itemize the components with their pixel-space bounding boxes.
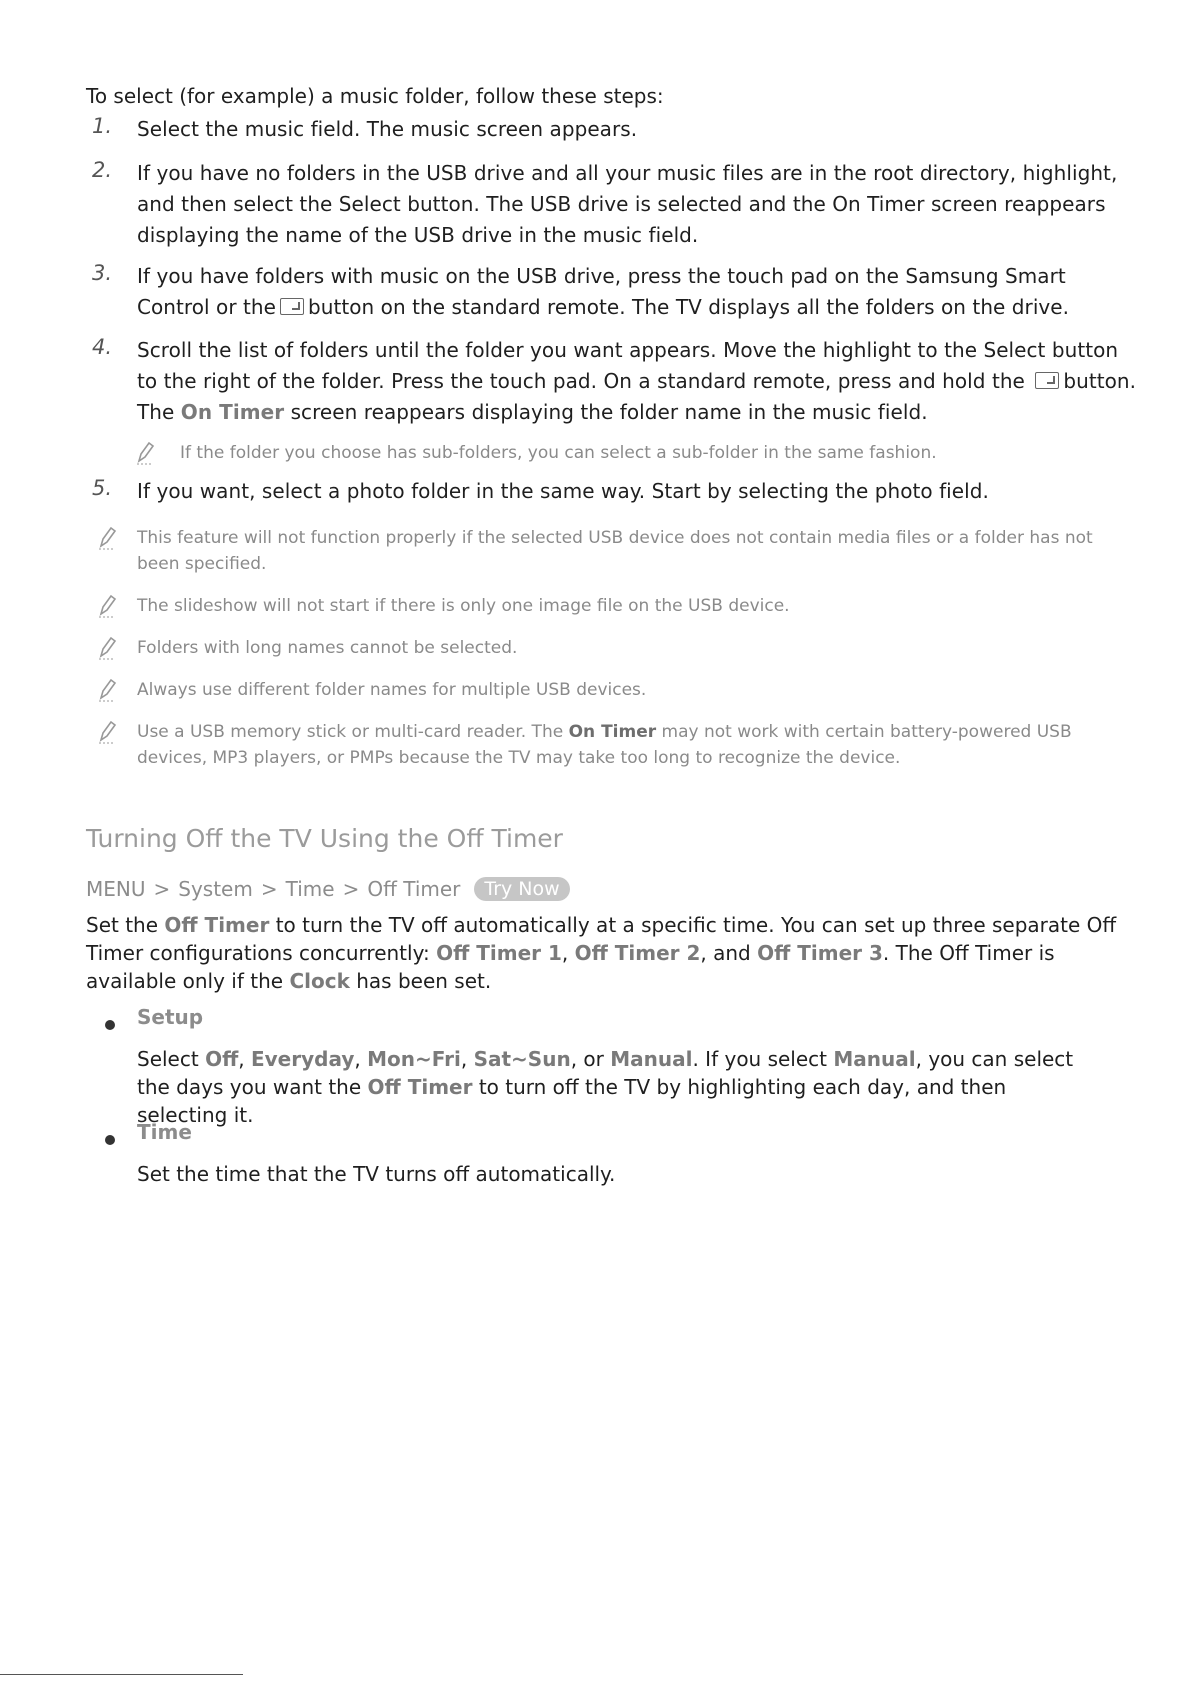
step-text-part: If you have folders with music on the USB drive, press the touch pad on the Samsung Smart Control or the xyxy=(137,264,1066,319)
setup-text: Select xyxy=(137,1047,199,1071)
breadcrumb-item-off-timer: Off Timer xyxy=(367,877,461,901)
para-text: to turn the TV off automatically at a specific time. You can set up three separate Off Timer configurations concurrently: xyxy=(86,913,1117,965)
note-item xyxy=(92,719,1132,771)
setup-text: . If you select xyxy=(692,1047,828,1071)
step-number: 5. xyxy=(92,476,113,500)
breadcrumb-separator: > xyxy=(260,877,278,901)
step-text: Select the music field. The music screen appears. xyxy=(137,117,638,141)
try-now-button[interactable]: Try Now xyxy=(474,877,569,901)
breadcrumb-item-time: Time xyxy=(285,877,335,901)
enter-button-icon xyxy=(1035,372,1059,389)
on-timer-highlight: On Timer xyxy=(568,722,657,742)
step-text-part: Scroll the list of folders until the folder you want appears. Move the highlight to the Select button to the right of the folder. Press the touch pad. On a standard remote, press and hold the xyxy=(137,338,1119,393)
note-item xyxy=(92,593,1132,619)
off-timer-highlight: Off Timer xyxy=(164,913,270,937)
setup-text: , xyxy=(460,1047,468,1071)
option-manual: Manual xyxy=(833,1047,916,1071)
setup-title: Setup xyxy=(137,1005,204,1029)
breadcrumb-item-system: System xyxy=(178,877,253,901)
pencil-note-icon xyxy=(96,635,118,661)
on-timer-highlight: On Timer xyxy=(180,400,285,424)
para-text: Set the xyxy=(86,913,159,937)
step-4-note xyxy=(130,440,1130,466)
para-text: . The Off Timer is available only if the xyxy=(86,941,1055,993)
section-title: Turning Off the TV Using the Off Timer xyxy=(86,824,563,853)
step-text: If you have no folders in the USB drive and all your music files are in the root directory, highlight, and then select the Select button. The USB drive is selected and the On Timer screen reappears displaying the name of the USB drive in the music field. xyxy=(137,161,1118,247)
enter-button-icon xyxy=(280,298,304,315)
off-timer-highlight: Off Timer xyxy=(367,1075,473,1099)
off-timer-description xyxy=(86,911,1126,995)
time-description: Set the time that the TV turns off automatically. xyxy=(137,1162,616,1186)
setup-text: , you can select the days you want the xyxy=(137,1047,1074,1099)
note-text: If the folder you choose has sub-folders, you can select a sub-folder in the same fashion. xyxy=(180,443,937,463)
setup-text: , or xyxy=(570,1047,604,1071)
para-text: , and xyxy=(700,941,751,965)
step-text-part: button on the standard remote. The TV displays all the folders on the drive. xyxy=(308,295,1070,319)
setup-description xyxy=(137,1045,1097,1129)
step-number: 2. xyxy=(92,158,113,182)
breadcrumb-item-menu: MENU xyxy=(86,877,146,901)
option-sat-sun: Sat~Sun xyxy=(473,1047,571,1071)
note-text-part: Use a USB memory stick or multi-card reader. The xyxy=(137,722,564,742)
note-text: The slideshow will not start if there is only one image file on the USB device. xyxy=(137,596,790,616)
note-text xyxy=(137,719,1127,771)
time-title: Time xyxy=(137,1120,192,1144)
intro-text: To select (for example) a music folder, follow these steps: xyxy=(86,84,664,108)
off-timer-3-highlight: Off Timer 3 xyxy=(757,941,883,965)
note-item xyxy=(92,525,1132,577)
note-item xyxy=(92,677,1132,703)
note-text: Folders with long names cannot be selected. xyxy=(137,638,518,658)
para-text: , xyxy=(561,941,569,965)
pencil-note-icon xyxy=(96,677,118,703)
step-number: 3. xyxy=(92,261,113,285)
breadcrumb-separator: > xyxy=(153,877,171,901)
option-manual: Manual xyxy=(610,1047,693,1071)
note-text: Always use different folder names for multiple USB devices. xyxy=(137,680,647,700)
step-text xyxy=(137,261,1137,323)
step-number: 1. xyxy=(92,114,113,138)
breadcrumb-separator: > xyxy=(342,877,360,901)
setup-text: , xyxy=(354,1047,361,1071)
off-timer-1-highlight: Off Timer 1 xyxy=(436,941,562,965)
clock-highlight: Clock xyxy=(289,969,350,993)
footer-rule xyxy=(0,1674,243,1675)
option-off: Off xyxy=(205,1047,239,1071)
step-text: If you want, select a photo folder in the same way. Start by selecting the photo field. xyxy=(137,479,989,503)
note-text: This feature will not function properly if the selected USB device does not contain media files or a folder has not been specified. xyxy=(137,528,1093,574)
step-number: 4. xyxy=(92,335,113,359)
off-timer-2-highlight: Off Timer 2 xyxy=(574,941,701,965)
bullet-dot xyxy=(105,1135,115,1145)
note-item xyxy=(92,635,1132,661)
step-text-part: button. The xyxy=(137,369,1137,424)
para-text: has been set. xyxy=(356,969,492,993)
option-everyday: Everyday xyxy=(250,1047,355,1071)
step-text-part: screen reappears displaying the folder name in the music field. xyxy=(290,400,928,424)
pencil-note-icon xyxy=(134,440,156,466)
setup-text: to turn off the TV by highlighting each day, and then selecting it. xyxy=(137,1075,1007,1127)
option-mon-fri: Mon~Fri xyxy=(367,1047,461,1071)
bullet-dot xyxy=(105,1020,115,1030)
setup-text: , xyxy=(238,1047,245,1071)
note-text-part: may not work with certain battery-powered USB devices, MP3 players, or PMPs because the TV may take too long to recognize the device. xyxy=(137,722,1072,768)
pencil-note-icon xyxy=(96,719,118,745)
pencil-note-icon xyxy=(96,593,118,619)
breadcrumb xyxy=(86,877,570,901)
step-text xyxy=(137,335,1137,428)
pencil-note-icon xyxy=(96,525,118,551)
